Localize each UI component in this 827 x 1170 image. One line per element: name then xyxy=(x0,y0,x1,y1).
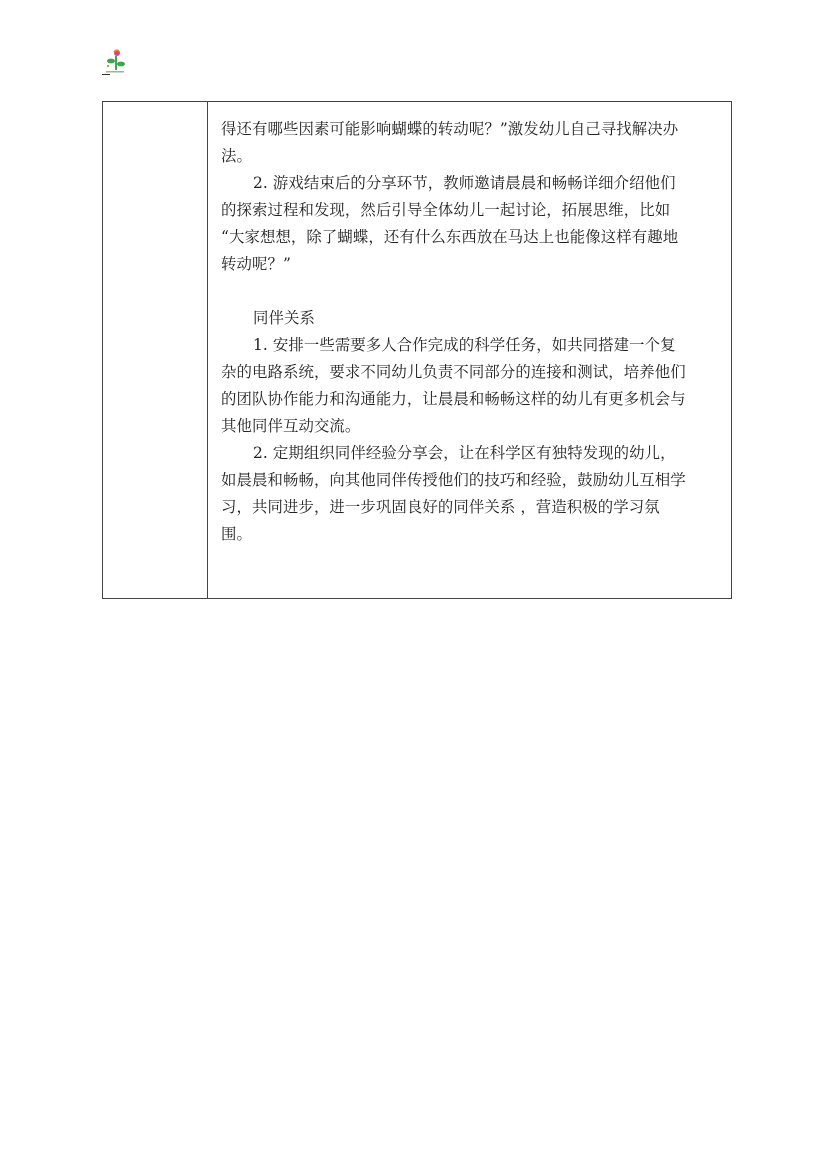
para4-line-3: 习，共同进步，进一步巩固良好的同伴关系 ，营造积极的学习氛 xyxy=(221,498,660,516)
para4-line-1: 2. 定期组织同伴经验分享会，让在科学区有独特发现的幼儿， xyxy=(253,444,676,462)
para2-line-1: 2. 游戏结束后的分享环节，教师邀请晨晨和畅畅详细介绍他们 xyxy=(253,174,676,192)
table-right-cell xyxy=(221,116,721,548)
para2-line-2: 的探索过程和发现，然后引导全体幼儿一起讨论，拓展思维，比如 xyxy=(221,201,671,219)
para4-line-4: 围。 xyxy=(221,525,252,543)
para2-line-4: 转动呢？” xyxy=(221,255,291,273)
para3-line-3: 的团队协作能力和沟通能力，让晨晨和畅畅这样的幼儿有更多机会与 xyxy=(221,390,686,408)
para4-line-2: 如晨晨和畅畅，向其他同伴传授他们的技巧和经验，鼓励幼儿互相学 xyxy=(221,471,686,489)
para1-line-1: 得还有哪些因素可能影响蝴蝶的转动呢？”激发幼儿自己寻找解决办 xyxy=(221,120,679,138)
header-underline-mark xyxy=(102,74,110,75)
para3-line-2: 杂的电路系统，要求不同幼儿负责不同部分的连接和测试，培养他们 xyxy=(221,363,686,381)
table-left-cell xyxy=(103,102,208,598)
section-title: 同伴关系 xyxy=(253,309,315,327)
para3-line-1: 1. 安排一些需要多人合作完成的科学任务，如共同搭建一个复 xyxy=(253,336,676,354)
document-table xyxy=(102,101,732,599)
para1-line-2: 法。 xyxy=(221,147,252,165)
para2-line-3: “大家想想，除了蝴蝶，还有什么东西放在马达上也能像这样有趣地 xyxy=(221,228,679,246)
blank-line xyxy=(221,278,721,305)
para3-line-4: 其他同伴互动交流。 xyxy=(221,417,361,435)
